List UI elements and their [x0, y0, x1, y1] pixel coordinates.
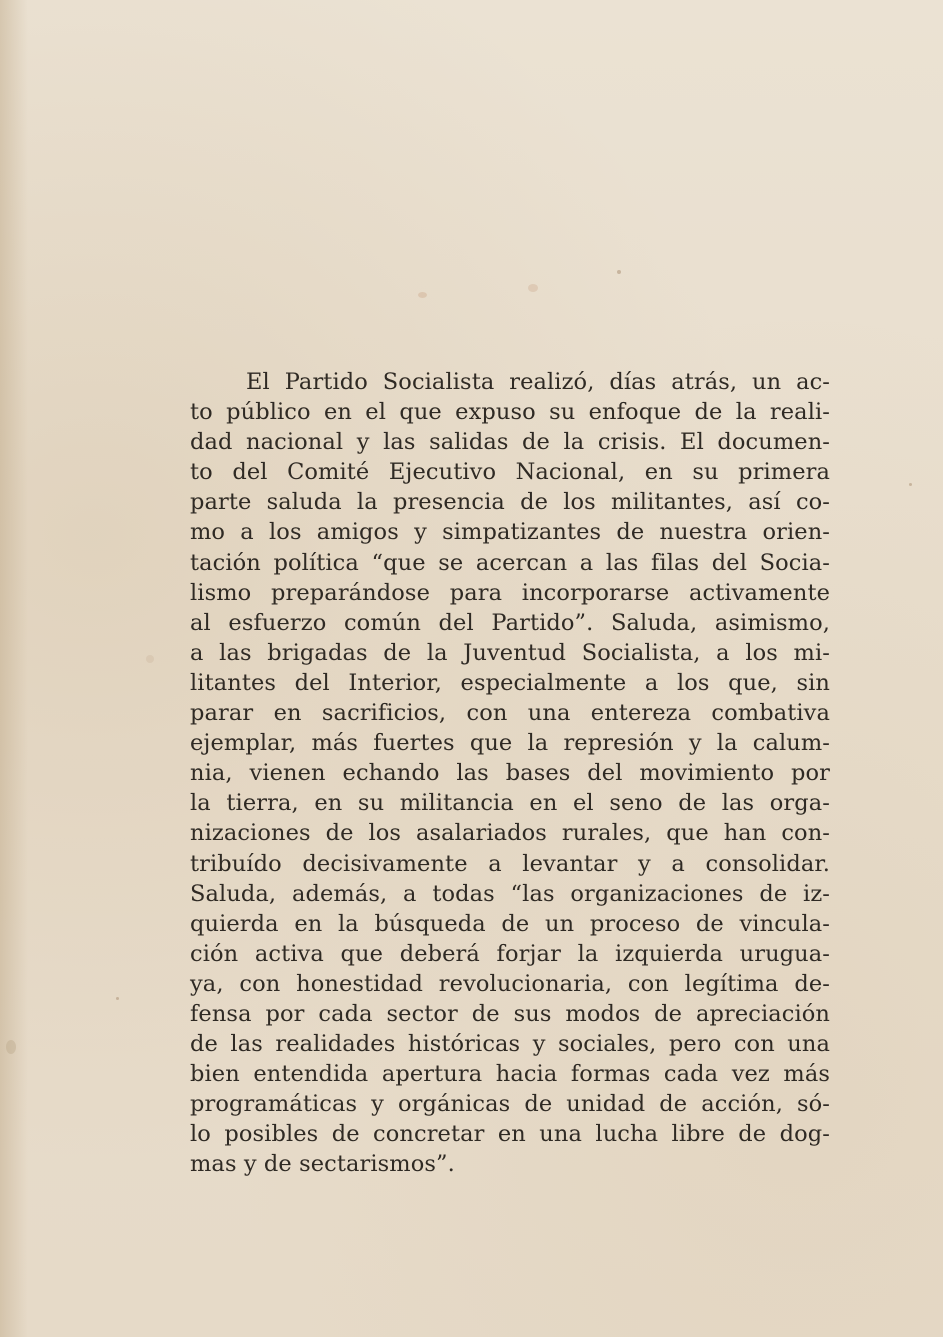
paragraph-line: al esfuerzo común del Partido”. Saluda, asimismo, — [190, 609, 830, 636]
paragraph-line: lo posibles de concretar en una lucha libre de dog- — [190, 1121, 830, 1148]
paragraph-line: tación política “que se acercan a las filas del Socia- — [190, 549, 830, 576]
paragraph-line: la tierra, en su militancia en el seno de las orga- — [190, 790, 830, 817]
paragraph-line: a las brigadas de la Juventud Socialista, a los mi- — [190, 639, 830, 666]
paragraph-line: lismo preparándose para incorporarse activamente — [190, 579, 830, 606]
paper-speck — [116, 997, 119, 1000]
paragraph-line: tribuído decisivamente a levantar y a consolidar. — [190, 850, 830, 877]
paragraph-line: ya, con honestidad revolucionaria, con legítima de- — [190, 970, 830, 997]
paper-speck — [146, 655, 154, 663]
paragraph-line: mo a los amigos y simpatizantes de nuestra orien- — [190, 519, 830, 546]
paragraph-line: litantes del Interior, especialmente a los que, sin — [190, 669, 830, 696]
page-edge-shadow — [0, 0, 28, 1337]
paragraph-line: nia, vienen echando las bases del movimiento por — [190, 760, 830, 787]
paragraph-line: bien entendida apertura hacia formas cada vez más — [190, 1061, 830, 1088]
paragraph-line: parte saluda la presencia de los militantes, así co- — [190, 489, 830, 516]
paragraph-line: ejemplar, más fuertes que la represión y la calum- — [190, 730, 830, 757]
paragraph-line: mas y de sectarismos”. — [190, 1151, 455, 1178]
paragraph-line: quierda en la búsqueda de un proceso de vincula- — [190, 910, 830, 937]
paragraph-line: de las realidades históricas y sociales, pero con una — [190, 1031, 830, 1058]
paper-speck — [418, 292, 427, 298]
paragraph-line: programáticas y orgánicas de unidad de acción, só- — [190, 1091, 830, 1118]
paper-speck — [528, 284, 538, 292]
paragraph-line: El Partido Socialista realizó, días atrás, un ac- — [246, 369, 830, 395]
paragraph-line: Saluda, además, a todas “las organizaciones de iz- — [190, 880, 830, 907]
paper-speck — [617, 270, 621, 274]
paragraph-line: dad nacional y las salidas de la crisis. El documen- — [190, 429, 830, 456]
paragraph-line: parar en sacrificios, con una entereza combativa — [190, 700, 830, 727]
paragraph-line: to público en el que expuso su enfoque de la reali- — [190, 399, 830, 426]
paragraph-line: fensa por cada sector de sus modos de apreciación — [190, 1000, 830, 1027]
paper-speck — [6, 1040, 16, 1054]
paragraph-line: nizaciones de los asalariados rurales, que han con- — [190, 820, 830, 847]
paragraph-line: ción activa que deberá forjar la izquierda urugua- — [190, 940, 830, 967]
body-paragraph — [190, 367, 830, 1180]
paper-speck — [909, 483, 912, 486]
paragraph-line: to del Comité Ejecutivo Nacional, en su primera — [190, 459, 830, 486]
